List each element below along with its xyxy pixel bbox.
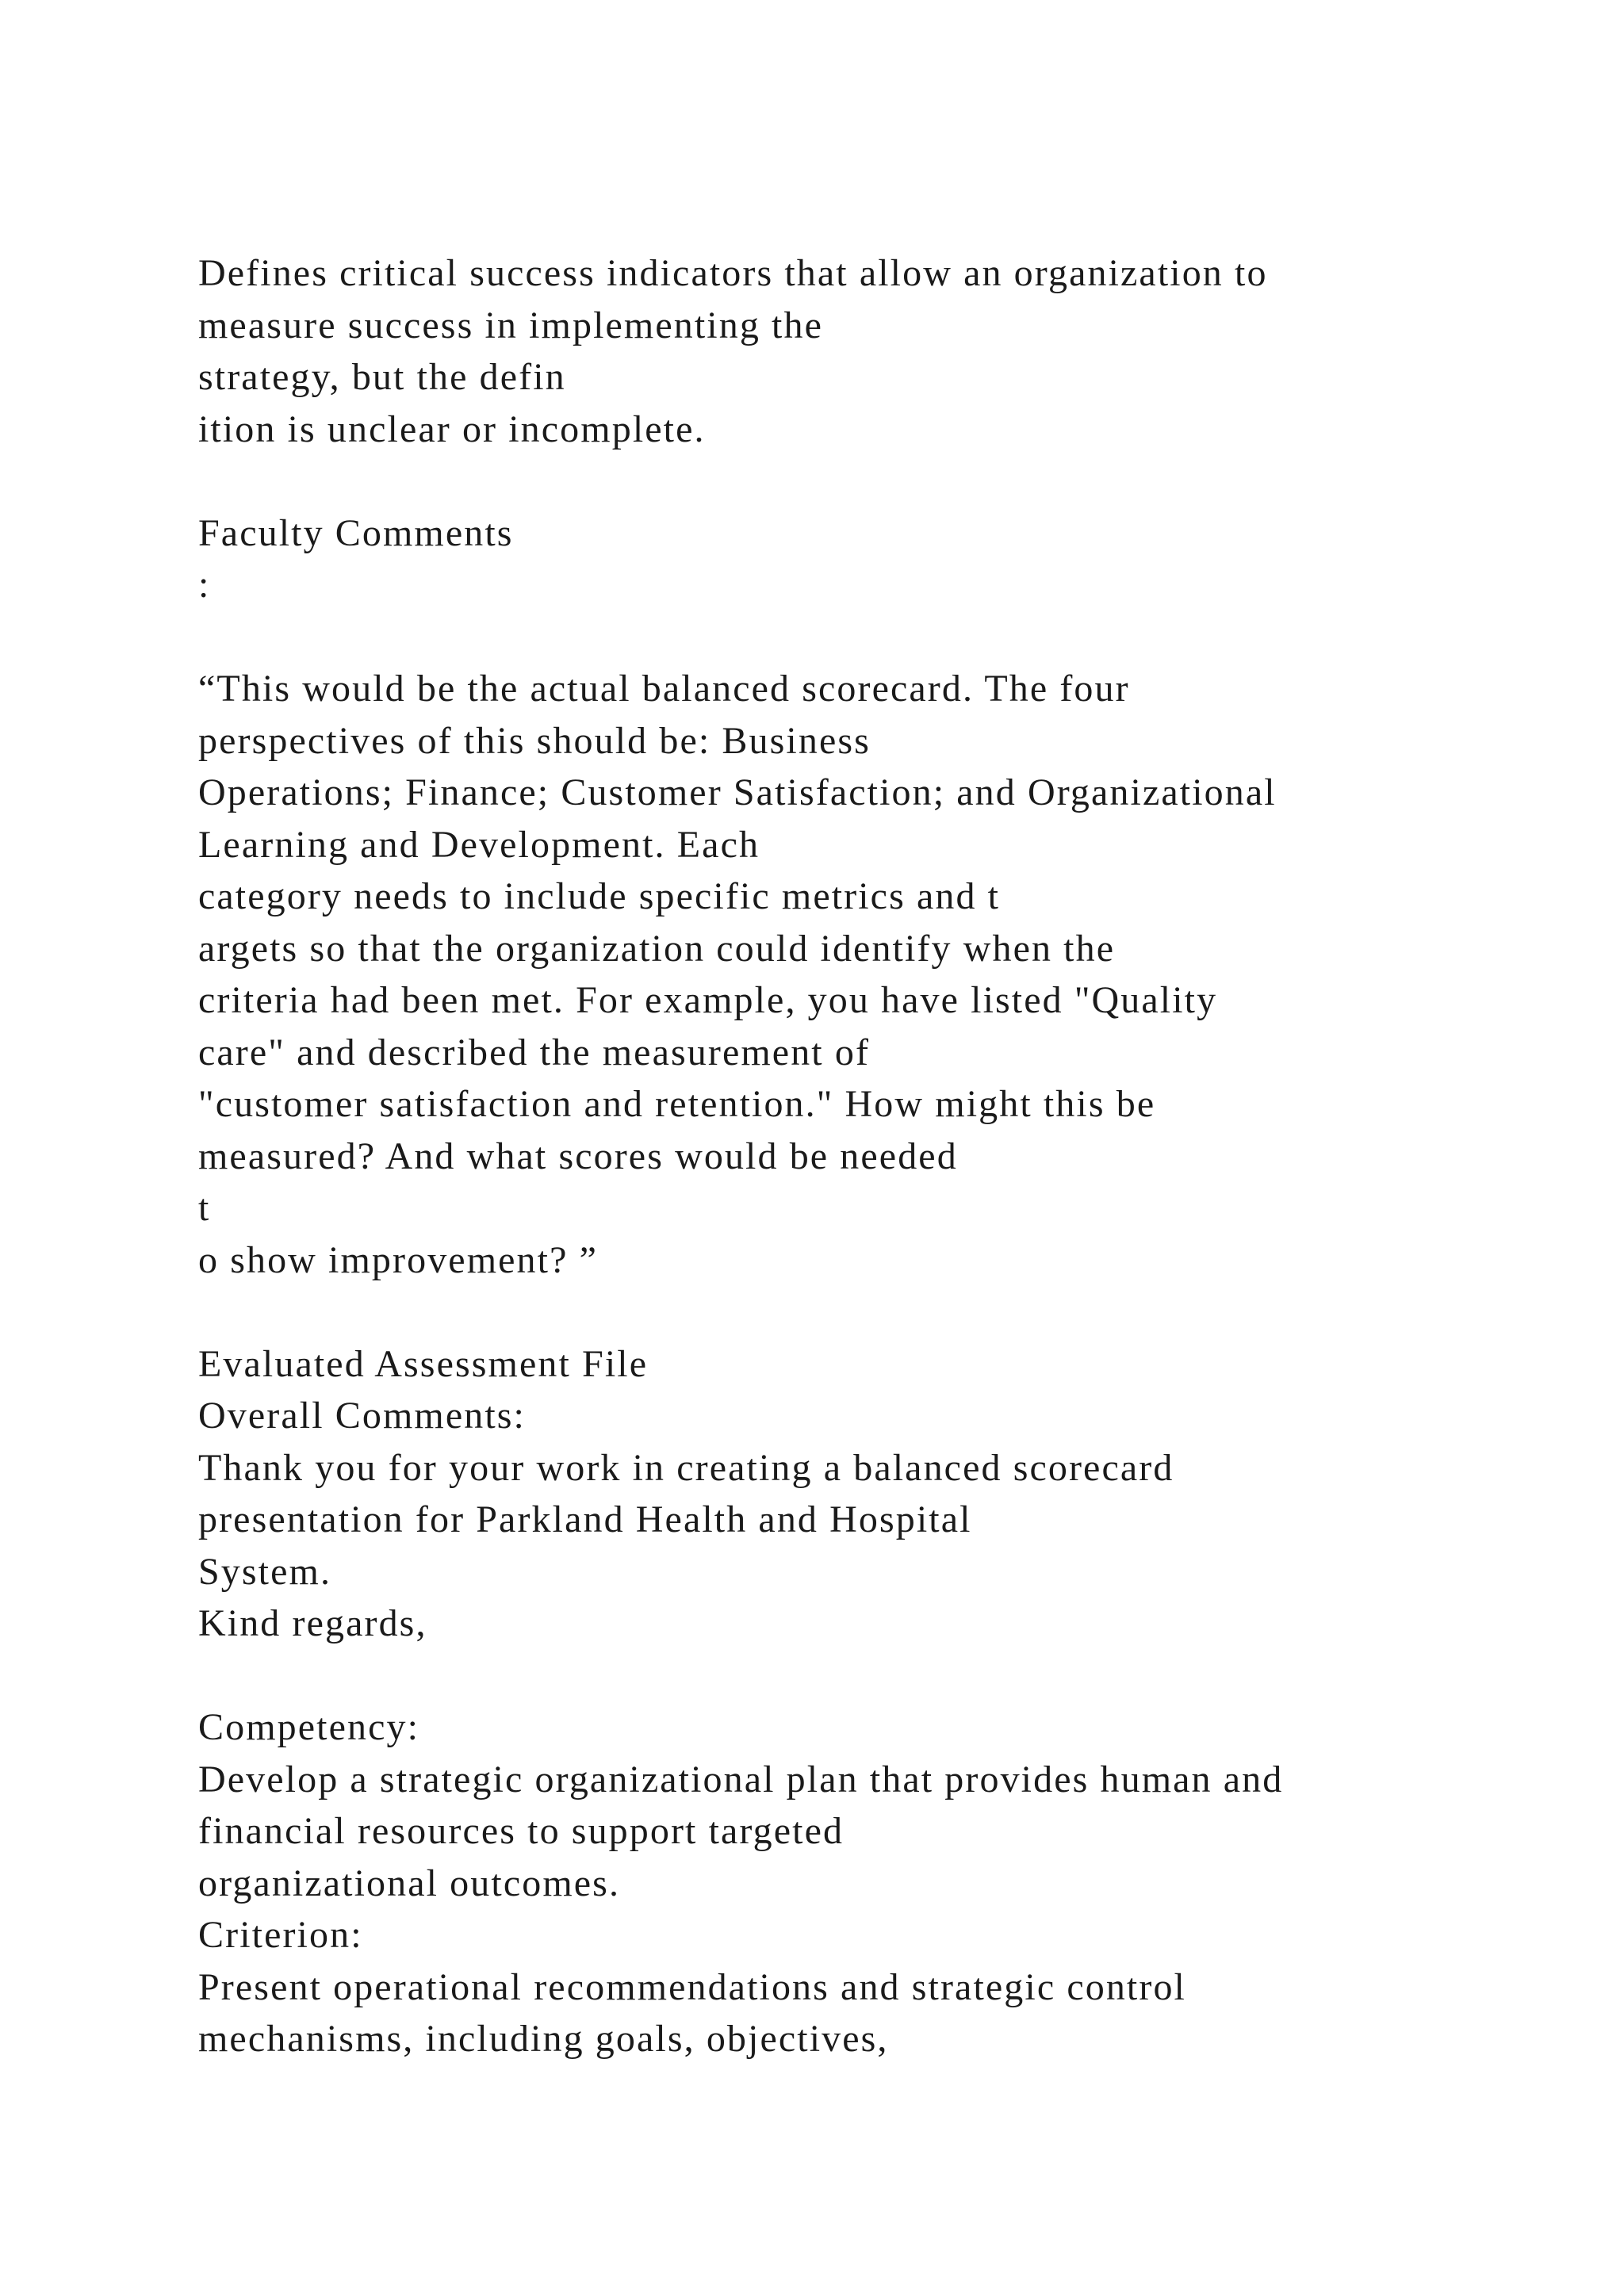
blank-line [198, 455, 1546, 507]
text-line: Defines critical success indicators that allow an organization to [198, 252, 1268, 294]
text-line: ition is unclear or incomplete. [198, 408, 706, 450]
blank-line [198, 611, 1546, 664]
comment-line: Learning and Development. Each [198, 823, 760, 866]
blank-line [198, 1286, 1546, 1338]
text-line: Kind regards, [198, 1602, 427, 1644]
document-body [198, 247, 1546, 2065]
section-heading-evaluated-assessment: Evaluated Assessment File [198, 1342, 649, 1385]
text-line: Present operational recommendations and strategic control [198, 1965, 1186, 2008]
comment-line: "customer satisfaction and retention." How might this be [198, 1083, 1156, 1125]
comment-line: measured? And what scores would be needed [198, 1135, 958, 1177]
text-line: Thank you for your work in creating a balanced scorecard [198, 1446, 1174, 1489]
text-line: strategy, but the defin [198, 356, 566, 398]
blank-line [198, 1650, 1546, 1702]
text-line: : [198, 564, 211, 606]
overall-comments-label: Overall Comments: [198, 1395, 526, 1437]
comment-line: t [198, 1187, 211, 1229]
text-line: System. [198, 1550, 332, 1593]
text-line: mechanisms, including goals, objectives, [198, 2018, 889, 2060]
comment-line: category needs to include specific metrics and t [198, 875, 1001, 917]
section-heading-faculty-comments: Faculty Comments [198, 511, 514, 554]
comment-line: criteria had been met. For example, you have listed "Quality [198, 979, 1218, 1021]
text-line: organizational outcomes. [198, 1862, 621, 1904]
criterion-label: Criterion: [198, 1914, 363, 1956]
comment-line: o show improvement? ” [198, 1238, 598, 1281]
competency-label: Competency: [198, 1706, 420, 1748]
text-line: measure success in implementing the [198, 304, 823, 346]
comment-line: argets so that the organization could identify when the [198, 927, 1116, 970]
comment-line: “This would be the actual balanced scorecard. The four [198, 668, 1130, 710]
comment-line: care" and described the measurement of [198, 1031, 871, 1073]
text-line: financial resources to support targeted [198, 1810, 845, 1852]
comment-line: Operations; Finance; Customer Satisfaction; and Organizational [198, 771, 1277, 813]
text-line: Develop a strategic organizational plan that provides human and [198, 1758, 1284, 1800]
comment-line: perspectives of this should be: Business [198, 719, 871, 762]
text-line: presentation for Parkland Health and Hospital [198, 1498, 972, 1540]
